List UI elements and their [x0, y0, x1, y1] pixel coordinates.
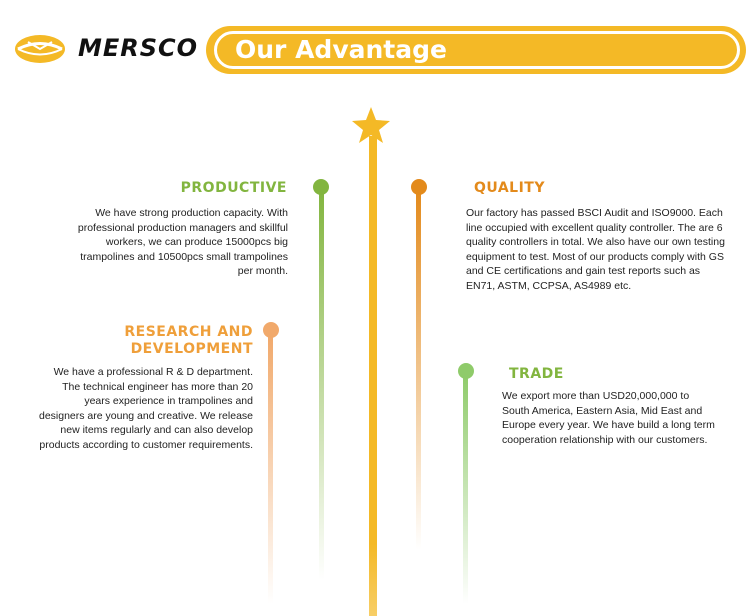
research-text: We have a professional R & D department. The technical engineer has more than 20 years experience in trampolines and designers are young and creative. We release new items regularly and can also develop products according to customer requirements. [38, 366, 253, 451]
productive-dot-icon [313, 179, 329, 195]
brand-name: MERSCO [78, 34, 199, 62]
quality-dot-icon [411, 179, 427, 195]
research-heading-line1: RESEARCH AND [124, 324, 253, 340]
research-stem [268, 334, 273, 604]
productive-text: We have strong production capacity. With professional production managers and skillful workers, we can produce 15000pcs big trampolines and 10500pcs small trampolines per month. [77, 207, 288, 277]
productive-heading: PRODUCTIVE [180, 180, 287, 196]
trade-text: We export more than USD20,000,000 to South America, Eastern Asia, Mid East and Europe every year. We have build a long term cooperation relationship with our customers. [502, 390, 715, 446]
trade-heading: TRADE [509, 366, 564, 382]
research-heading-line2: DEVELOPMENT [130, 341, 253, 357]
quality-heading: QUALITY [474, 180, 545, 196]
page-title: Our Advantage [235, 35, 447, 64]
trade-dot-icon [458, 363, 474, 379]
quality-text: Our factory has passed BSCI Audit and ISO9000. Each line occupied with excellent quality controller. The are 6 quality controllers in total. We also have our own testing equipment to test. Most of our products comply with GS and CE certifications and gain test reports such as EN71, ASTM, CCPSA, AS4989 etc. [466, 207, 725, 292]
productive-stem [319, 190, 324, 580]
central-stem [369, 136, 377, 616]
quality-stem [416, 190, 421, 550]
trade-stem [463, 374, 468, 604]
research-dot-icon [263, 322, 279, 338]
